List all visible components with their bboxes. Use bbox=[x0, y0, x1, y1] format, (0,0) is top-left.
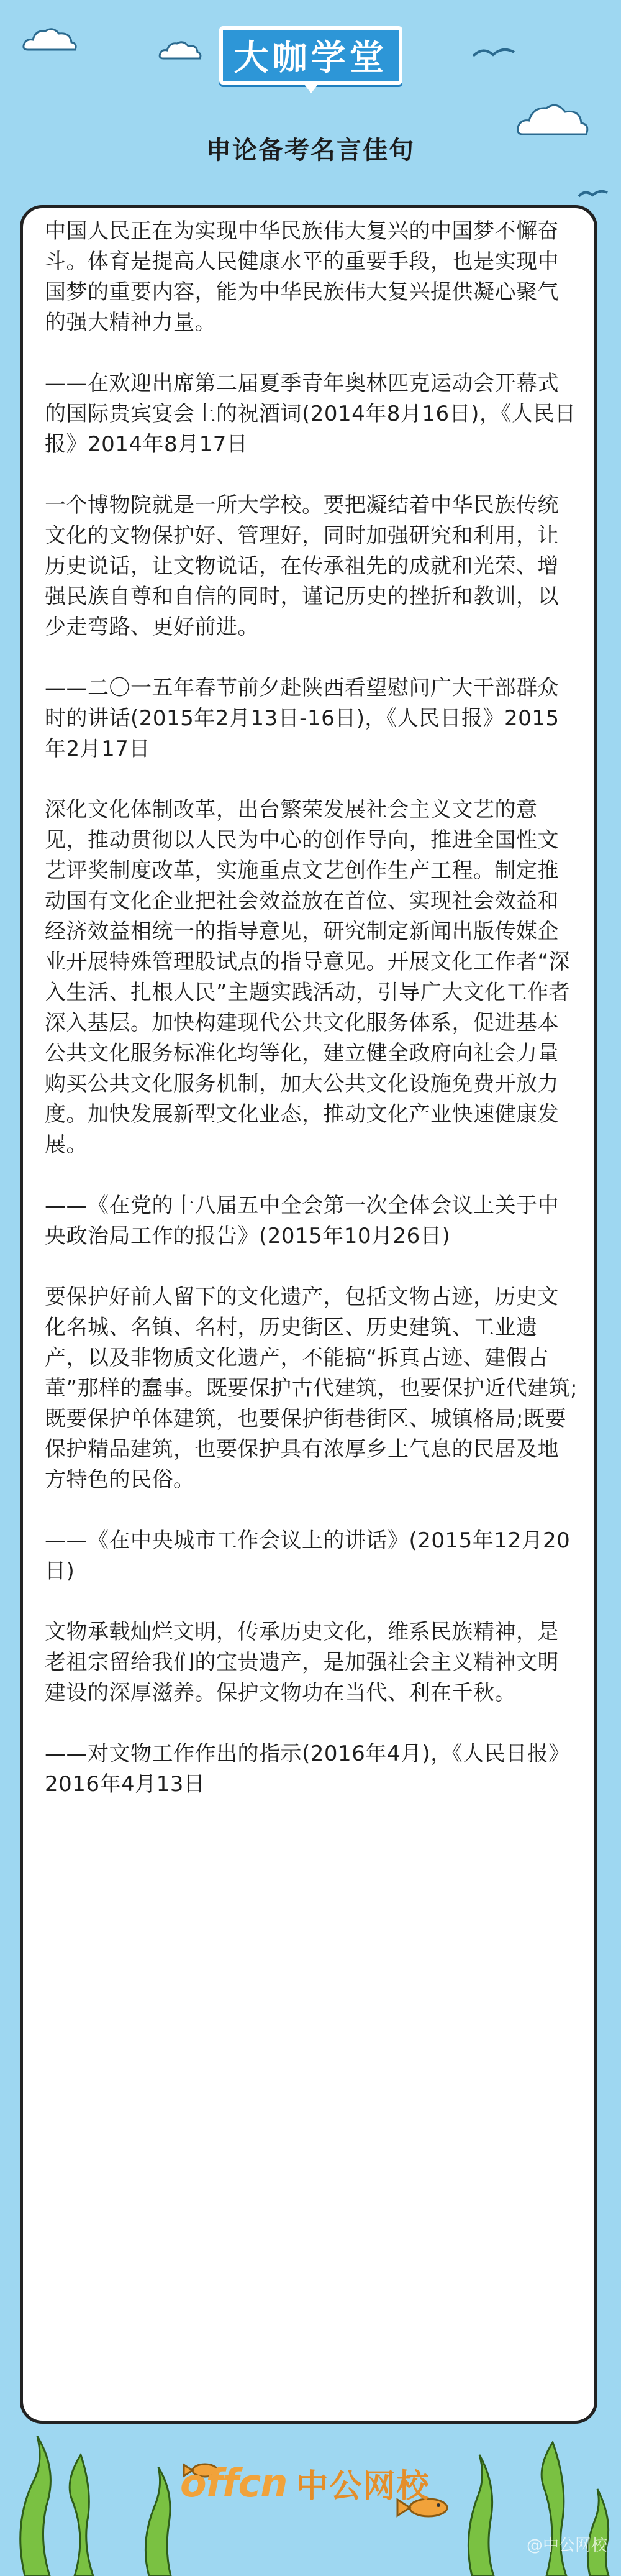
quote-source: ——对文物工作作出的指示(2016年4月)，《人民日报》2016年4月13日 bbox=[45, 1741, 570, 1797]
quote-source: ——《在中央城市工作会议上的讲话》(2015年12月20日) bbox=[45, 1528, 571, 1584]
bird-icon bbox=[578, 186, 609, 201]
quote-source: ——二〇一五年春节前夕赴陕西看望慰问广大干部群众时的讲话(2015年2月13日-16日)，《人民日报》2015年2月17日 bbox=[45, 676, 560, 761]
brand-logo bbox=[180, 2461, 430, 2505]
quote-source: ——《在党的十八届五中全会第一次全体会议上关于中央政治局工作的报告》(2015年10月26日) bbox=[45, 1193, 559, 1249]
quote-text: 深化文化体制改革，出台繁荣发展社会主义文艺的意见，推动贯彻以人民为中心的创作导向，推进全国性文艺评奖制度改革，实施重点文艺创作生产工程。制定推动国有文化企业把社会效益放在首位、实现社会效益和经济效益相统一的指导意见，研究制定新闻出版传媒企业开展特殊管理股试点的指导意见。开展文化工作者“深入生活、扎根人民”主题实践活动，引导广大文化工作者深入基层。加快构建现代公共文化服务体系，促进基本公共文化服务标准化均等化，建立健全政府向社会力量购买公共文化服务机制，加大公共文化设施免费开放力度。加快发展新型文化业态，推动文化产业快速健康发展。 bbox=[45, 797, 571, 1157]
watermark: @中公网校 bbox=[526, 2536, 607, 2555]
cloud-icon bbox=[22, 25, 78, 53]
quote-source: ——在欢迎出席第二届夏季青年奥林匹克运动会开幕式的国际贵宾宴会上的祝酒词(2014年8月16日)，《人民日报》2014年8月17日 bbox=[45, 371, 576, 457]
logo-cn-text: 中公网校 bbox=[296, 2467, 430, 2505]
quote-text: 要保护好前人留下的文化遗产，包括文物古迹，历史文化名城、名镇、名村，历史街区、历史建筑、工业遗产，以及非物质文化遗产，不能搞“拆真古迹、建假古董”那样的蠢事。既要保护古代建筑，也要保护近代建筑;既要保护单体建筑，也要保护街巷街区、城镇格局;既要保护精品建筑，也要保护具有浓厚乡土气息的民居及地方特色的民俗。 bbox=[45, 1285, 578, 1492]
logo-brand-text: offcn bbox=[180, 2460, 288, 2506]
cloud-icon bbox=[158, 39, 202, 61]
bird-icon bbox=[472, 44, 515, 62]
page-subtitle: 申论备考名言佳句 bbox=[206, 136, 415, 165]
badge-pointer bbox=[302, 82, 320, 93]
quote-list bbox=[45, 216, 579, 1830]
quote-text: 一个博物院就是一所大学校。要把凝结着中华民族传统文化的文物保护好、管理好，同时加强研究和利用，让历史说话，让文物说话，在传承祖先的成就和光荣、增强民族自尊和自信的同时，谨记历史的挫折和教训，以少走弯路、更好前进。 bbox=[45, 493, 559, 639]
quote-text: 中国人民正在为实现中华民族伟大复兴的中国梦不懈奋斗。体育是提高人民健康水平的重要手段，也是实现中国梦的重要内容，能为中华民族伟大复兴提供凝心聚气的强大精神力量。 bbox=[45, 219, 559, 335]
badge-title: 大咖学堂 bbox=[219, 26, 402, 85]
header-badge bbox=[219, 26, 402, 96]
quote-text: 文物承载灿烂文明，传承历史文化，维系民族精神，是老祖宗留给我们的宝贵遗产，是加强社会主义精神文明建设的深厚滋养。保护文物功在当代、利在千秋。 bbox=[45, 1620, 559, 1705]
